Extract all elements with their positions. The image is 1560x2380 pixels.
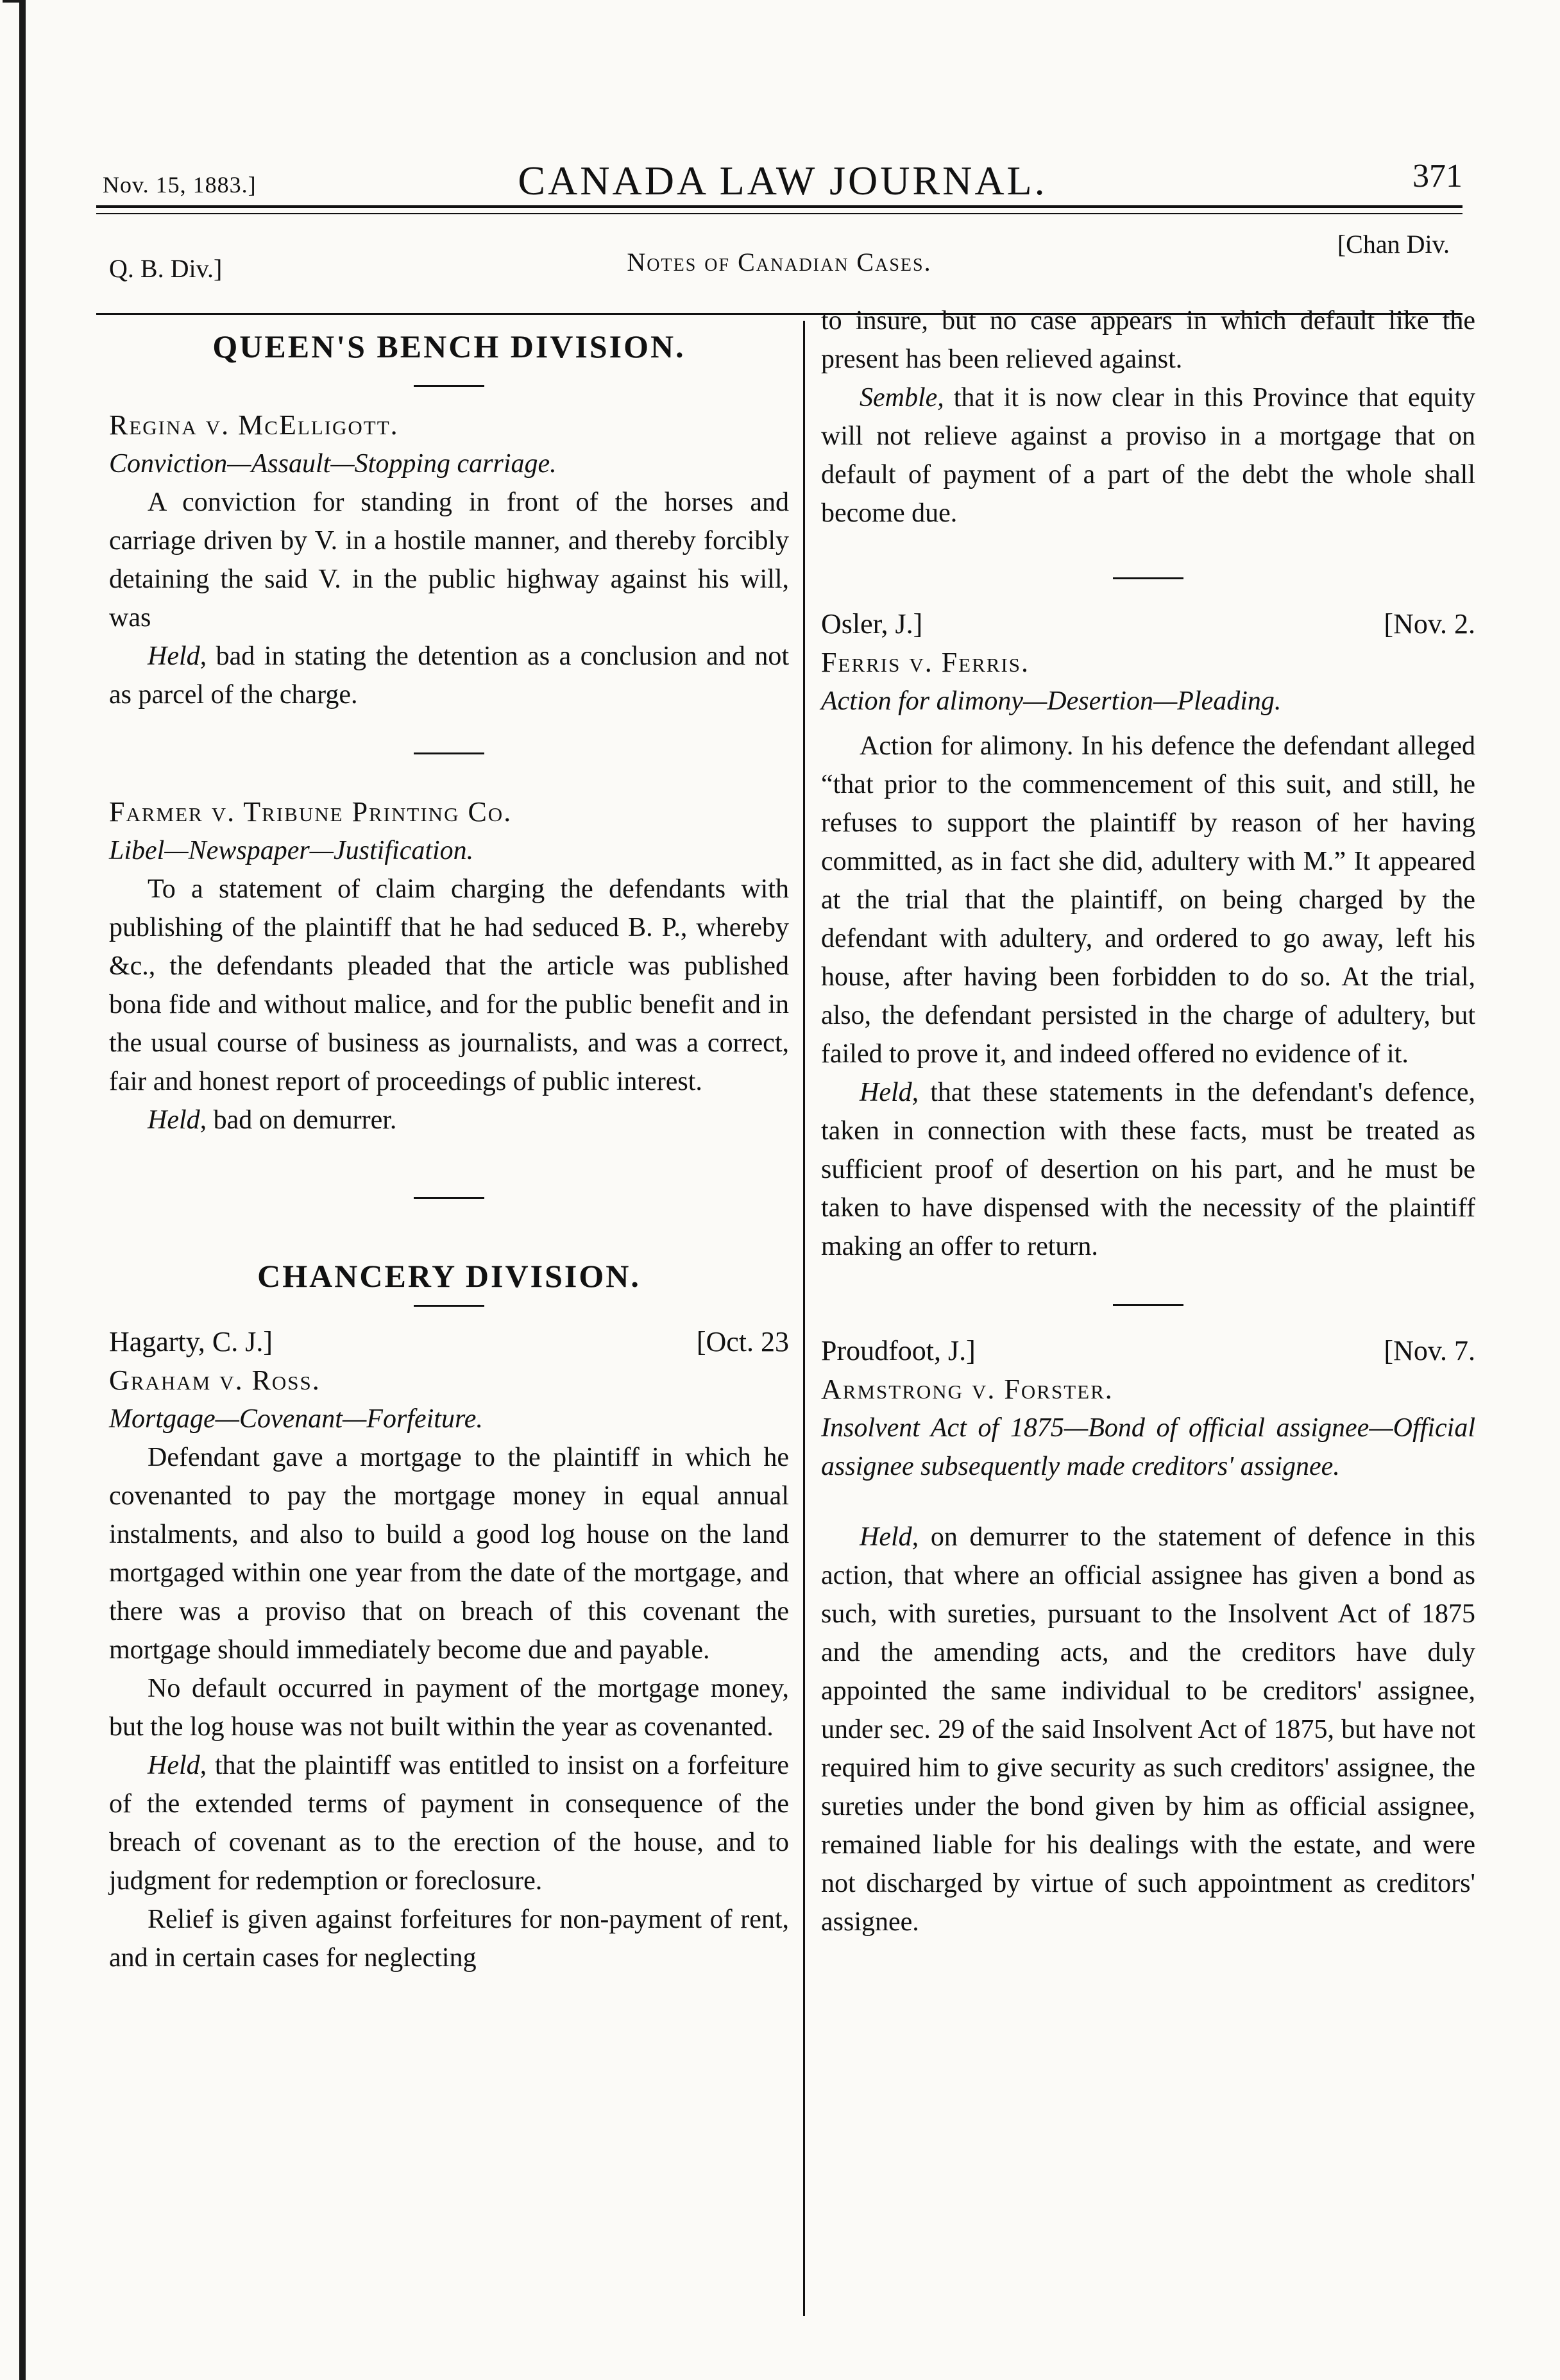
- case-paragraph: Defendant gave a mortgage to the plaintiff in which he covenanted to pay the mortgage money in equal annual instalments, and also to build a good log house on the land mortgaged within one year from the date of the mortgage, and there was a proviso that on breach of this covenant the mortgage should immediately become due and payable.: [109, 1443, 789, 1665]
- divider: [414, 1305, 484, 1307]
- held-paragraph: [109, 1746, 789, 1900]
- case-title: Armstrong v. Forster.: [821, 1373, 1114, 1405]
- catchwords: Conviction—Assault—Stopping carriage.: [109, 449, 557, 479]
- held-paragraph: [821, 1073, 1475, 1266]
- continued-paragraph: to insure, but no case appears in which default like the present has been relieved against.: [821, 306, 1475, 374]
- case-title: Graham v. Ross.: [109, 1364, 321, 1396]
- page-corner-mark: [3, 0, 22, 28]
- case-paragraph: Relief is given against forfeitures for non-payment of rent, and in certain cases for neglecting: [109, 1905, 789, 1973]
- column-divider: [803, 321, 805, 2316]
- catchwords: Action for alimony—Desertion—Pleading.: [821, 686, 1282, 716]
- judge-line: [109, 1323, 789, 1361]
- case-paragraph: To a statement of claim charging the defendants with publishing of the plaintiff that he had seduced B. P., whereby &c., the defendants pleaded that the article was published bona fide and without malice, and for the public benefit and in the usual course of business as journalists, and was a correct, fair and honest report of proceedings of public interest.: [109, 874, 789, 1096]
- semble-word: Semble,: [860, 383, 944, 412]
- decision-date: [Nov. 2.: [1384, 608, 1475, 640]
- divider: [414, 752, 484, 754]
- held-text: on demurrer to the statement of defence in this action, that where an official assignee has given a bond as such, with sureties, pursuant to the Insolvent Act of 1875 and the amending acts, and the creditors have duly appointed the same individual to be creditors' assignee, under sec. 29 of the said Insolvent Act of 1875, but have not required him to give security as such creditors' assignee, the sureties under the bond given by him as official assignee, remained liable for his dealings with the estate, and were not discharged by virtue of such appointment as creditors' assignee.: [821, 1522, 1475, 1937]
- held-word: Held,: [148, 1105, 207, 1135]
- held-text: that the plaintiff was entitled to insist on a forfeiture of the extended terms of payment in consequence of the breach of covenant as to the erection of the house, and to judgment for redemption or foreclosure.: [109, 1751, 789, 1896]
- case-title: Farmer v. Tribune Printing Co.: [109, 796, 513, 828]
- semble-text: that it is now clear in this Province that equity will not relieve against a proviso in a mortgage that on default of payment of a part of the debt the whole shall become due.: [821, 383, 1475, 528]
- page-number: 371: [1412, 158, 1462, 194]
- left-column: [109, 302, 789, 1977]
- case-paragraph: Action for alimony. In his defence the defendant alleged “that prior to the commencement of this suit, and still, he refuses to support the plaintiff by reason of her having committed, as in fact she did, adultery with M.” It appeared at the trial that the plaintiff, on being charged by the defendant with adultery, and ordered to go away, left his house, after having been forbidden to do so. At the trial, also, the defendant persisted in the charge of adultery, but failed to prove it, and indeed offered no evidence of it.: [821, 731, 1475, 1069]
- catchwords: Mortgage—Covenant—Forfeiture.: [109, 1404, 483, 1434]
- section-subheader: [96, 221, 1462, 283]
- judge-name: Hagarty, C. J.]: [109, 1326, 273, 1357]
- divider: [1113, 1304, 1183, 1306]
- right-column: [821, 302, 1475, 1941]
- decision-date: [Oct. 23: [696, 1326, 789, 1357]
- subheader-left: Q. B. Div.]: [109, 254, 223, 283]
- catchwords: Insolvent Act of 1875—Bond of official assignee—Official assignee subsequently made creditors' assignee.: [821, 1413, 1475, 1481]
- case-title: Regina v. McElligott.: [109, 409, 399, 441]
- journal-title: CANADA LAW JOURNAL.: [518, 158, 1047, 203]
- semble-paragraph: [821, 378, 1475, 532]
- decision-date: [Nov. 7.: [1384, 1335, 1475, 1366]
- divider: [414, 1197, 484, 1199]
- header-rule-thick: [96, 205, 1462, 208]
- chancery-heading: CHANCERY DIVISION.: [257, 1258, 641, 1294]
- held-paragraph: [821, 1518, 1475, 1941]
- held-word: Held,: [148, 642, 207, 671]
- catchwords: Libel—Newspaper—Justification.: [109, 836, 474, 865]
- judge-line: [821, 1332, 1475, 1370]
- judge-name: Osler, J.]: [821, 608, 923, 640]
- divider: [414, 385, 484, 387]
- held-text: bad on demurrer.: [207, 1105, 397, 1135]
- held-word: Held,: [860, 1522, 919, 1552]
- page-binding-edge: [19, 0, 26, 2380]
- header-rule-thin: [96, 213, 1462, 214]
- judge-name: Proudfoot, J.]: [821, 1335, 976, 1366]
- subheader-center: Notes of Canadian Cases.: [627, 248, 932, 276]
- running-header: [103, 132, 1462, 208]
- case-paragraph: A conviction for standing in front of the horses and carriage driven by V. in a hostile manner, and thereby forcibly detaining the said V. in the public highway against his will, was: [109, 488, 789, 633]
- held-paragraph: [109, 1101, 789, 1139]
- case-paragraph: No default occurred in payment of the mortgage money, but the log house was not built within the year as covenanted.: [109, 1674, 789, 1742]
- held-text: that these statements in the defendant's defence, taken in connection with these facts, must be treated as sufficient proof of desertion on his part, and he must be taken to have dispensed with the necessity of the plaintiff making an offer to return.: [821, 1078, 1475, 1261]
- divider: [1113, 577, 1183, 579]
- case-title: Ferris v. Ferris.: [821, 647, 1030, 678]
- header-date: Nov. 15, 1883.]: [103, 172, 257, 198]
- held-text: bad in stating the detention as a conclusion and not as parcel of the charge.: [109, 642, 789, 710]
- judge-line: [821, 605, 1475, 643]
- queens-bench-heading: QUEEN'S BENCH DIVISION.: [212, 328, 686, 364]
- subheader-right: [Chan Div.: [1337, 230, 1450, 259]
- held-word: Held,: [860, 1078, 919, 1107]
- held-paragraph: [109, 637, 789, 714]
- held-word: Held,: [148, 1751, 207, 1780]
